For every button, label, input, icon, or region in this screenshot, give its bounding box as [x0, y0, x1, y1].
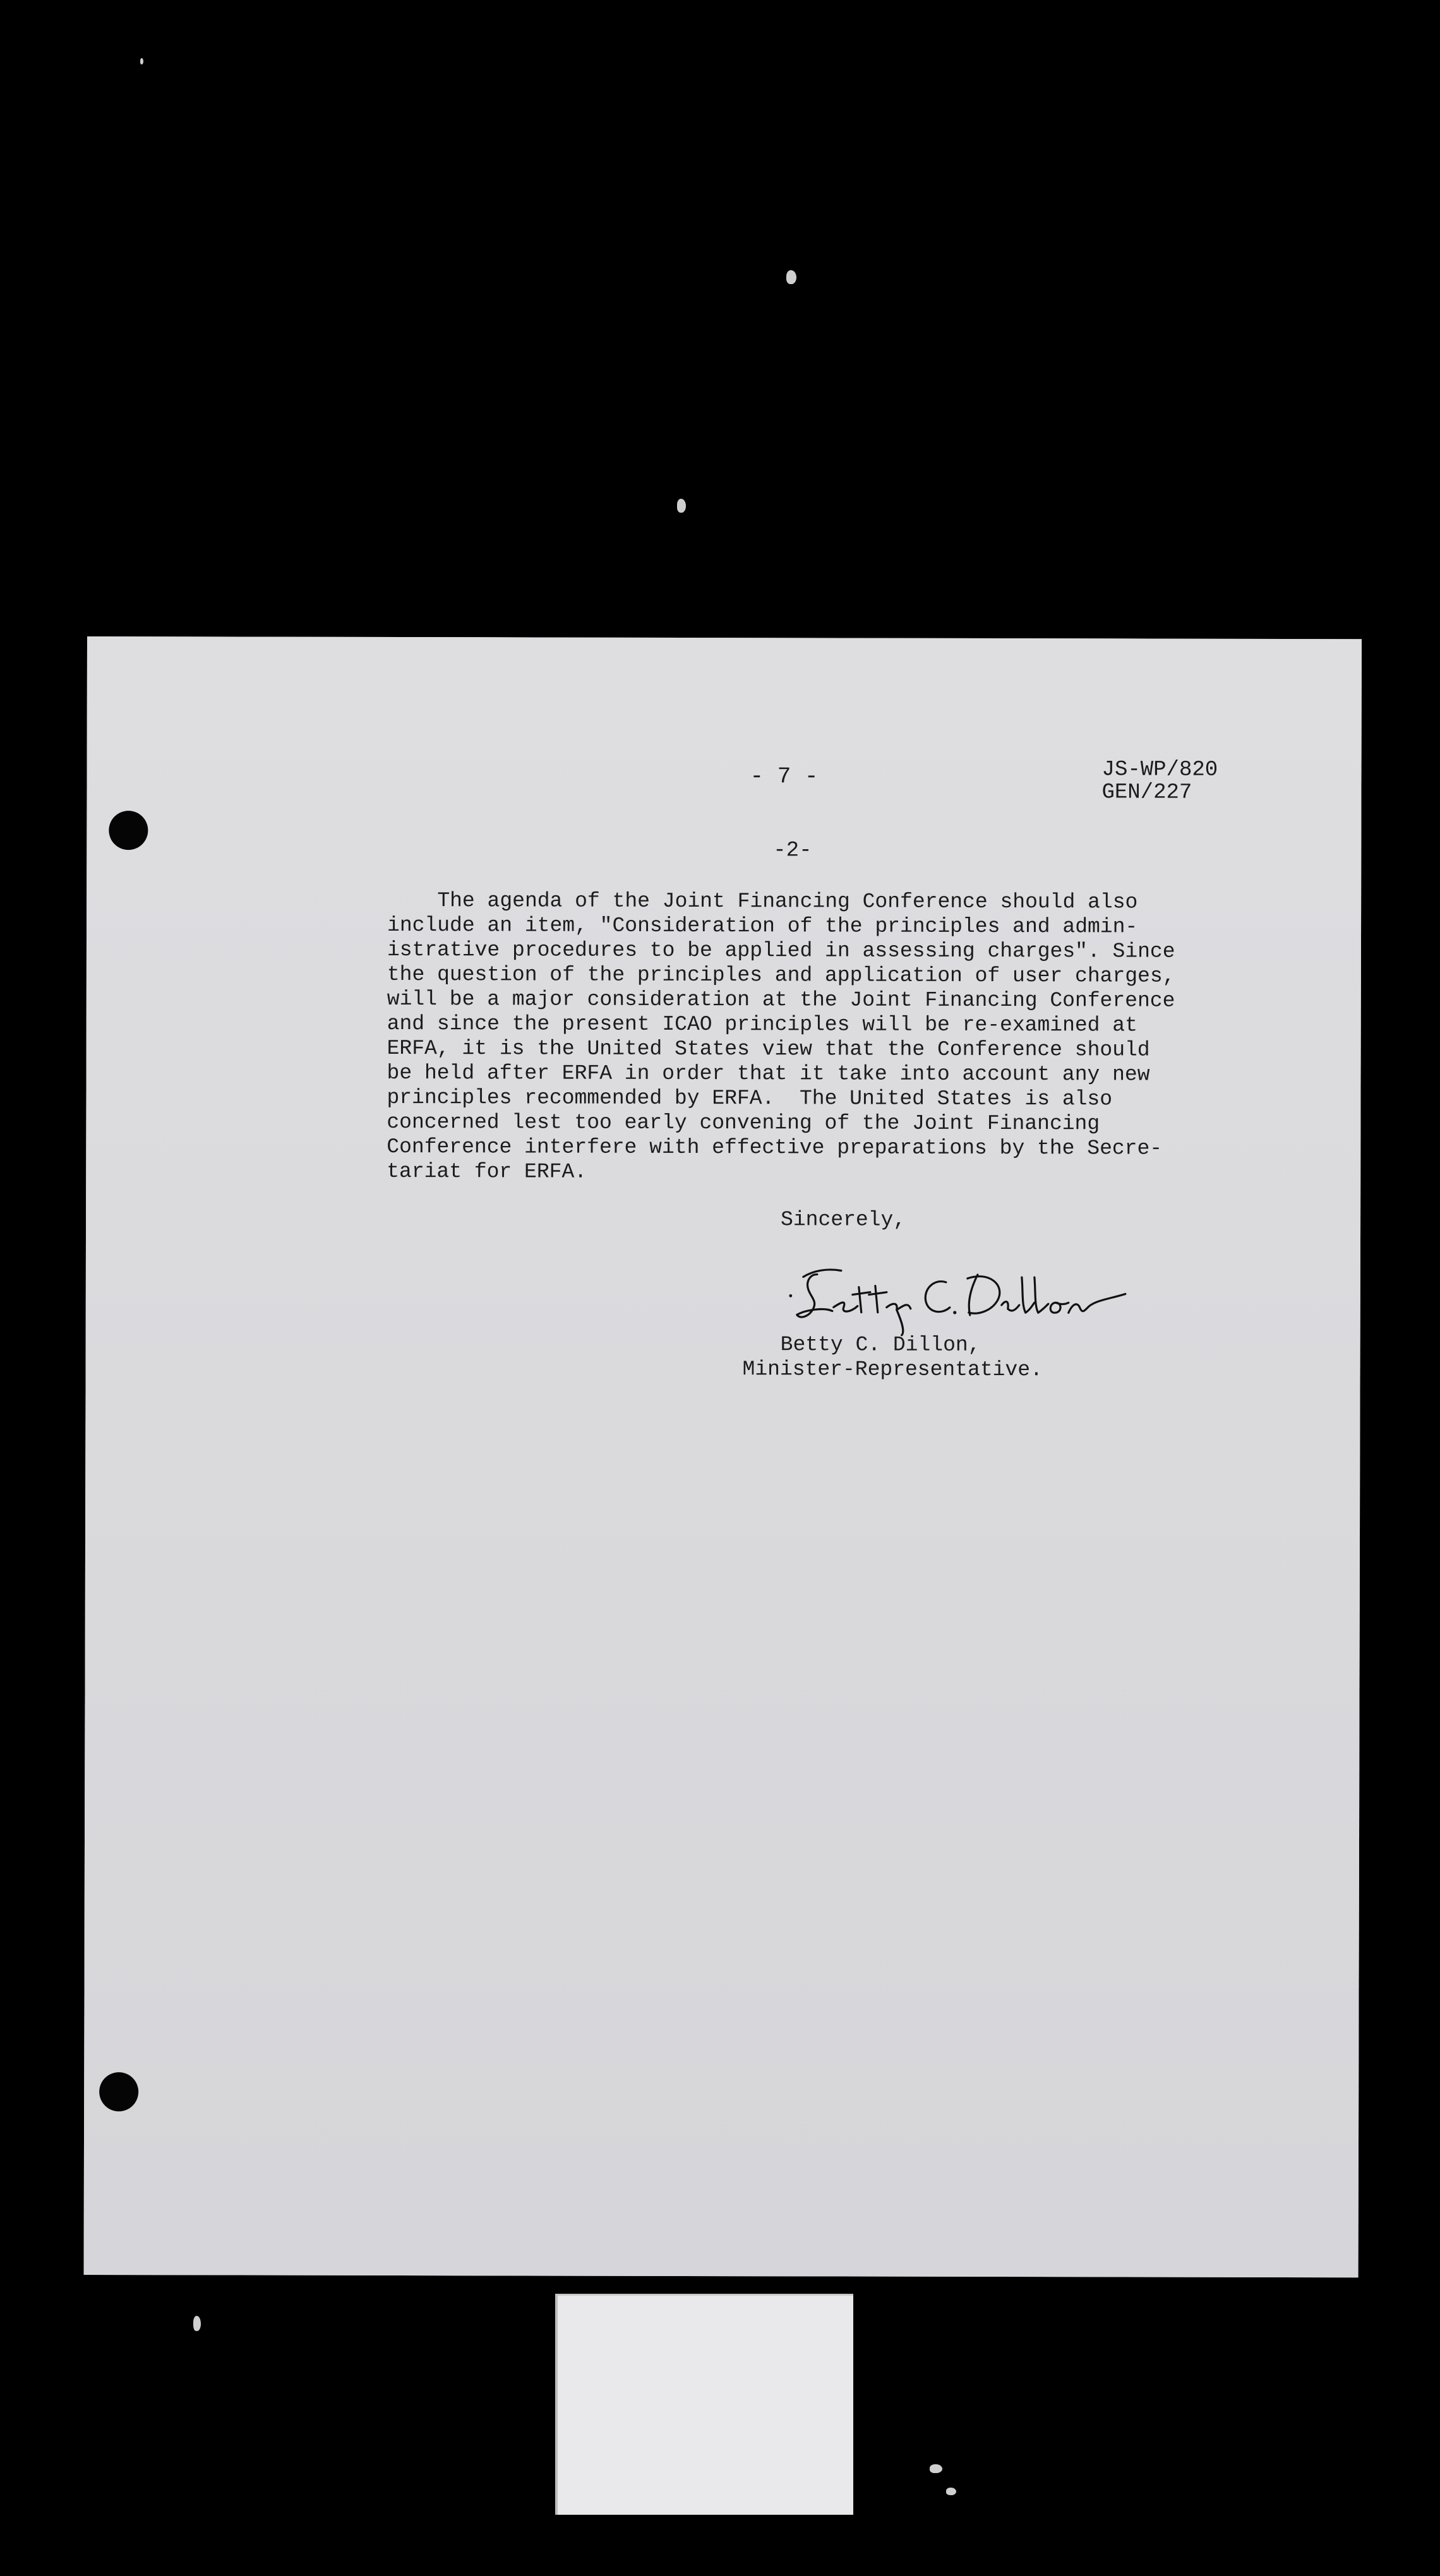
- document-page: [84, 636, 1362, 2277]
- body-line: be held after ERFA in order that it take into account any new: [387, 1061, 1150, 1087]
- punch-hole-bottom: [99, 2072, 138, 2111]
- body-line: principles recommended by ERFA. The United States is also: [387, 1085, 1113, 1111]
- dust-speck: [786, 270, 796, 284]
- body-line: tariat for ERFA.: [387, 1159, 587, 1184]
- handwritten-signature: [781, 1249, 1134, 1338]
- reference-line-1: JS-WP/820: [1101, 758, 1218, 782]
- dust-speck: [946, 2488, 956, 2495]
- body-line: will be a major consideration at the Joint Financing Conference: [387, 987, 1175, 1013]
- document-reference: [1101, 758, 1218, 804]
- page-number: - 7 -: [750, 763, 819, 790]
- signatory-name: Betty C. Dillon,: [780, 1333, 981, 1357]
- reference-line-2: GEN/227: [1101, 780, 1192, 805]
- punch-hole-top: [109, 811, 148, 850]
- body-line: include an item, "Consideration of the principles and admin-: [387, 913, 1138, 939]
- body-line: and since the present ICAO principles will be re-examined at: [387, 1011, 1137, 1037]
- body-line: The agenda of the Joint Financing Conference should also: [387, 888, 1138, 914]
- body-line: the question of the principles and application of user charges,: [387, 962, 1175, 988]
- dust-speck: [677, 499, 686, 513]
- body-line: istrative procedures to be applied in assessing charges". Since: [387, 938, 1175, 963]
- dust-speck: [140, 58, 143, 64]
- sub-page-number: -2-: [773, 838, 812, 863]
- signatory-title: Minister-Representative.: [742, 1357, 1043, 1382]
- body-line: concerned lest too early convening of the Joint Financing: [387, 1110, 1100, 1136]
- closing-salutation: Sincerely,: [781, 1208, 906, 1232]
- dust-speck: [930, 2464, 942, 2473]
- body-line: ERFA, it is the United States view that the Conference should: [387, 1036, 1150, 1062]
- microfilm-target-card: [555, 2294, 853, 2515]
- dust-speck: [193, 2316, 201, 2331]
- letter-body: [387, 888, 1175, 1186]
- body-line: Conference interfere with effective preparations by the Secre-: [387, 1135, 1163, 1160]
